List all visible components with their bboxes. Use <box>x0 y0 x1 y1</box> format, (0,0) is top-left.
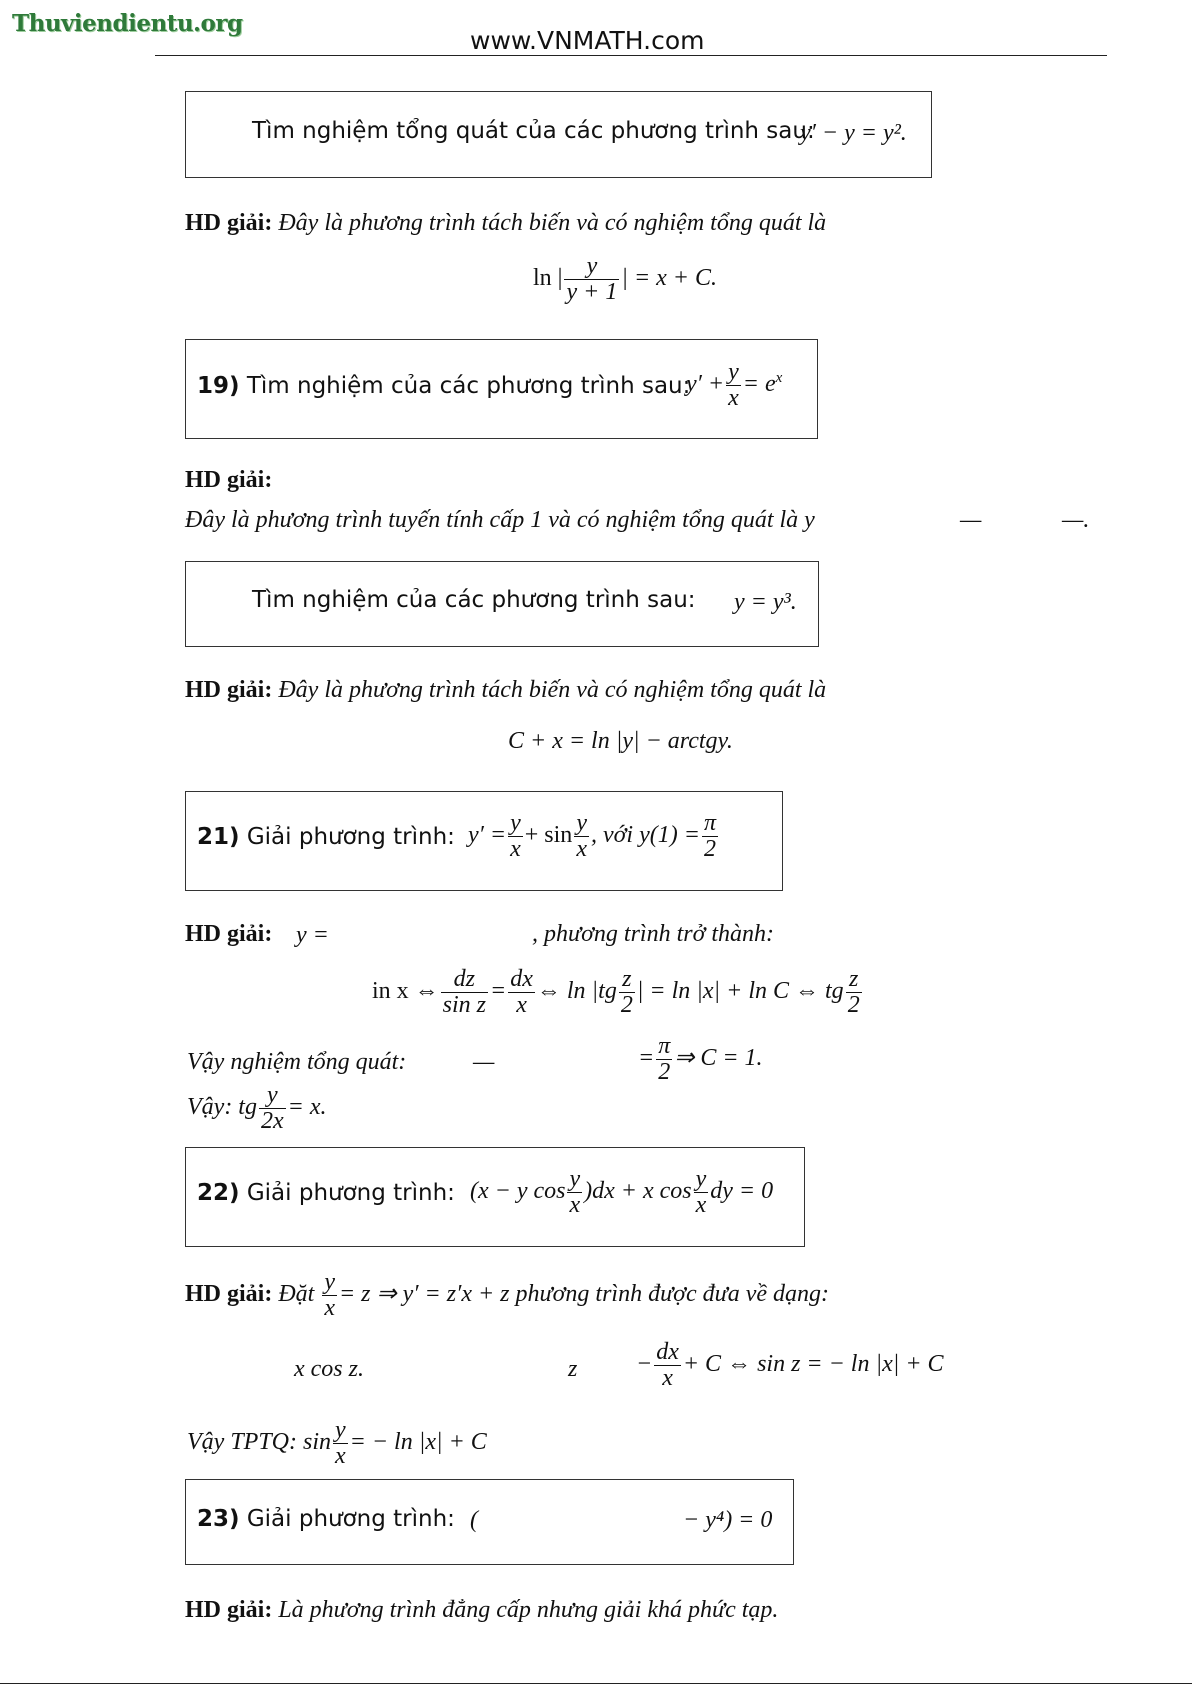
fraction: $\frac{y}{x}$ <box>569 1166 581 1219</box>
hint-text: Đây là phương trình tách biến và có nghiệm tổng quát là <box>278 677 827 703</box>
problem-21-hint-y: y = <box>296 922 329 948</box>
fraction: $\frac{y}{x}$ <box>324 1269 335 1322</box>
hint-text: Là phương trình đẳng cấp nhưng giải khá phức tạp. <box>278 1597 779 1623</box>
header-rule <box>155 55 1107 56</box>
problem-21-prompt: 21) Giải phương trình: <box>197 824 455 850</box>
problem-23-open-paren: ( <box>470 1507 478 1533</box>
site-url: www.VNMATH.com <box>470 26 705 55</box>
problem-19-dash-1: — <box>960 507 982 533</box>
problem-number: 22) <box>197 1180 240 1206</box>
problem-21-line-2-label: Vậy nghiệm tổng quát: <box>187 1049 407 1075</box>
problem-22-hint: HD giải: Đặt $\frac{y}{x}$ = z ⇒ y′ = z′x + z phương trình được đưa về dạng: <box>185 1269 830 1322</box>
problem-21-line-1: in x ⇔ $\frac{dz}{\text{sin z}}$ = $\frac{dx}{x}$ ⇔ ln |tg $\frac{z}{2}$ | = ln |x| + ln C ⇔ tg $\frac{z}{2}$ <box>372 966 860 1019</box>
problem-20-solution: C + x = ln |y| − arctgy. <box>508 728 733 754</box>
problem-22-equation: (x − y cos $\frac{y}{x}$ )dx + x cos $\frac{y}{x}$ dy = 0 <box>470 1166 774 1219</box>
problem-23-hint <box>185 1597 778 1624</box>
hint-label: HD giải: <box>185 677 273 703</box>
fraction: $\frac{y}{y + 1}$ <box>566 253 618 306</box>
problem-19-equation: y′ + $\frac{y}{x}$ = $e^x$ <box>686 359 783 412</box>
fraction: $\frac{y}{x}$ <box>576 810 587 863</box>
problem-18-solution: ln | $\frac{y}{y + 1}$ | = x + C. <box>533 253 717 306</box>
problem-22-line-1b: z <box>568 1356 578 1382</box>
problem-21-line-2-dash: — <box>473 1049 495 1075</box>
problem-19-prompt: 19) Tìm nghiệm của các phương trình sau: <box>197 373 691 399</box>
problem-22-prompt: 22) Giải phương trình: <box>197 1180 455 1206</box>
fraction: $\frac{dx}{x}$ <box>510 966 533 1019</box>
fraction: $\frac{z}{2}$ <box>847 966 860 1019</box>
problem-21-line-2-eq: = $\frac{\pi}{2}$ ⇒ C = 1. <box>638 1033 763 1086</box>
problem-18-prompt: Tìm nghiệm tổng quát của các phương trình sau: <box>252 118 815 144</box>
fraction: $\frac{y}{x}$ <box>695 1166 707 1219</box>
hint-text: Đây là phương trình tách biến và có nghiệm tổng quát là <box>278 210 827 236</box>
problem-number: 19) <box>197 373 240 399</box>
problem-18-hint <box>185 210 826 237</box>
problem-23-equation-tail: − y⁴) = 0 <box>683 1507 773 1533</box>
fraction: $\frac{\pi}{2}$ <box>703 810 716 863</box>
hint-label: HD giải: <box>185 1281 273 1308</box>
site-logo[interactable]: Thuviendientu.org <box>12 10 243 37</box>
problem-23-prompt: 23) Giải phương trình: <box>197 1506 455 1532</box>
fraction: $\frac{y}{x}$ <box>510 810 521 863</box>
problem-20-prompt: Tìm nghiệm của các phương trình sau: <box>252 587 696 613</box>
problem-21-hint-text: , phương trình trở thành: <box>532 921 775 947</box>
fraction: $\frac{y}{x}$ <box>335 1417 346 1470</box>
problem-21-line-3: Vậy: tg $\frac{y}{2x}$ = x. <box>187 1082 327 1135</box>
fraction: $\frac{z}{2}$ <box>620 966 633 1019</box>
fraction: $\frac{y}{x}$ <box>728 359 739 412</box>
fraction: $\frac{\pi}{2}$ <box>658 1033 671 1086</box>
problem-number: 21) <box>197 824 240 850</box>
hint-label: HD giải: <box>185 1597 273 1623</box>
problem-18-equation: y′ − y = y². <box>800 120 907 146</box>
hint-label: HD giải: <box>185 210 273 236</box>
problem-20-hint <box>185 677 826 704</box>
fraction: $\frac{dx}{x}$ <box>656 1339 679 1392</box>
problem-19-hint-label: HD giải: <box>185 467 273 493</box>
problem-20-equation: y = y³. <box>734 589 797 615</box>
fraction: $\frac{y}{2x}$ <box>260 1082 284 1135</box>
problem-19-dash-2: —. <box>1062 507 1090 533</box>
problem-19-hint-text: Đây là phương trình tuyến tính cấp 1 và có nghiệm tổng quát là y <box>185 507 815 533</box>
problem-21-hint-label: HD giải: <box>185 921 273 947</box>
problem-number: 23) <box>197 1506 240 1532</box>
problem-22-line-1c: − $\frac{dx}{x}$ + C ⇔ sin z = − ln |x| + C <box>636 1339 944 1392</box>
problem-22-line-2: Vậy TPTQ: sin $\frac{y}{x}$ = − ln |x| + C <box>187 1417 487 1470</box>
problem-21-equation: y′ = $\frac{y}{x}$ + sin $\frac{y}{x}$ , với y(1) = $\frac{\pi}{2}$ <box>468 810 716 863</box>
fraction: $\frac{dz}{\text{sin z}}$ <box>442 966 487 1019</box>
problem-22-line-1a: x cos z. <box>294 1356 364 1382</box>
footer-rule <box>0 1683 1192 1684</box>
